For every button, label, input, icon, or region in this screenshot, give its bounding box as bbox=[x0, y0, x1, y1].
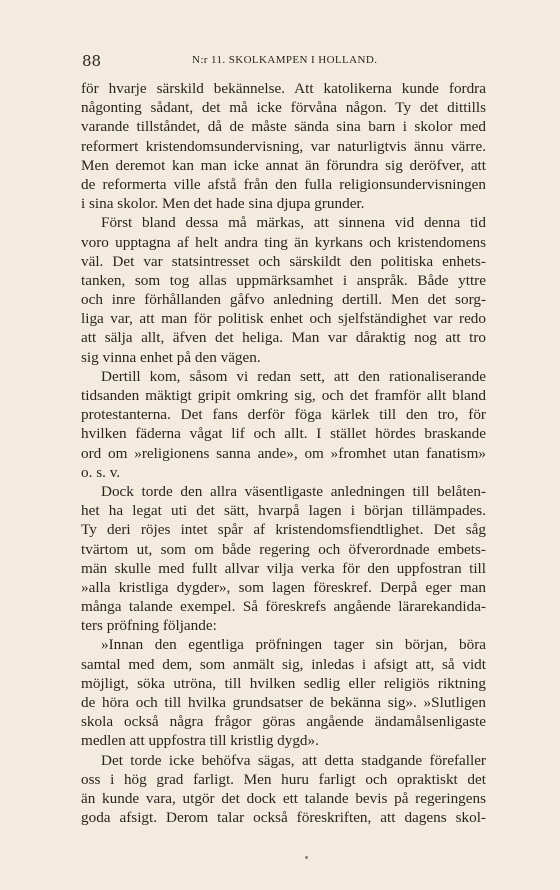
text-line: »Innan den egentliga pröfningen tager sin början, böra bbox=[101, 636, 486, 654]
text-line: Dertill kom, såsom vi redan sett, att den rationaliserande bbox=[101, 367, 486, 385]
text-line: många talande exempel. Så föreskrefs angående lärarekandida- bbox=[81, 598, 486, 616]
page-number: 88 bbox=[82, 52, 102, 70]
text-line: möjligt, söka utröna, till hvilken sedlig eller religiös riktning bbox=[81, 674, 486, 692]
text-line: oss i hög grad farligt. Men huru farligt och opraktiskt det bbox=[81, 770, 486, 788]
text-line: tanken, som tog allas uppmärksamhet i anspråk. Både yttre bbox=[81, 271, 486, 289]
text-line: Dock torde den allra väsentligaste anledningen till belåten- bbox=[101, 482, 486, 500]
text-line: än kunde vara, utgör det dock ett talande bevis på regeringens bbox=[81, 789, 486, 807]
text-line: ord om »religionens sanna ande», om »fromhet utan fanatism» bbox=[81, 444, 486, 462]
text-line: samtal med dem, som anmält sig, inledas i afsigt att, så vidt bbox=[81, 655, 486, 673]
text-line: sig vinna enhet på den vägen. bbox=[81, 348, 261, 366]
text-line: het ha legat uti det sätt, hvarpå lagen i början tillämpades. bbox=[81, 502, 486, 520]
text-line: Först bland dessa må märkas, att sinnena vid denna tid bbox=[101, 214, 486, 232]
text-line: hvilken fäderna vågat lif och allt. I stället hördes braskande bbox=[81, 425, 486, 443]
paper-speck bbox=[305, 856, 308, 859]
text-line: Men deremot kan man icke annat än förundra sig deröfver, att bbox=[81, 156, 486, 174]
text-line: män skulle med fullt allvar vilja verka för den uppfostran till bbox=[81, 559, 486, 577]
text-line: och inre förhållanden gåfvo anledning dertill. Men det sorg- bbox=[81, 291, 486, 309]
running-head: N:r 11. SKOLKAMPEN I HOLLAND. bbox=[192, 54, 378, 66]
text-line: tidsanden mäktigt gripit omkring sig, och det framför allt bland bbox=[81, 387, 486, 404]
text-line: de reformerta ville afstå från den fulla religionsundervisningen bbox=[81, 175, 486, 193]
text-line: varande tillståndet, då de måste sända sina barn i skolor med bbox=[81, 118, 486, 136]
text-line: att sälja allt, äfven det heliga. Man var dåraktig nog att tro bbox=[81, 329, 486, 347]
text-line: i sina skolor. Men det hade sina djupa grunder. bbox=[81, 195, 365, 213]
text-line: o. s. v. bbox=[81, 463, 121, 481]
text-line: voro upptagna af helt andra ting än kyrkans och kristendomens bbox=[81, 233, 486, 251]
text-line: tvärtom ut, som om både regering och öfverordnade embets- bbox=[81, 540, 486, 558]
text-line: protestanterna. Det fans derför föga kärlek till den tro, för bbox=[81, 406, 486, 424]
text-line: medlen att uppfostra till kristlig dygd». bbox=[81, 732, 319, 750]
text-line: Ty deri röjes intet spår af kristendomsfiendtlighet. Det såg bbox=[81, 521, 486, 539]
page-header bbox=[82, 52, 482, 72]
text-line: skola också några frågor göras angående ändamålsenligaste bbox=[81, 713, 486, 731]
text-line: för hvarje särskild bekännelse. Att katolikerna kunde fordra bbox=[81, 80, 486, 97]
text-line: goda afsigt. Derom talar också föreskriften, att dagens skol- bbox=[81, 809, 486, 827]
text-line: liga var, att man för politisk enhet och sjelfständighet var redo bbox=[81, 310, 486, 328]
text-line: »alla kristliga dygder», som lagen föreskref. Derpå eger man bbox=[81, 578, 486, 596]
text-line: väl. Det var statsintresset och särskildt den politiska enhets- bbox=[81, 252, 486, 270]
text-line: ters pröfning följande: bbox=[81, 617, 217, 635]
text-line: Det torde icke behöfva sägas, att detta stadgande förefaller bbox=[101, 751, 486, 769]
text-line: de höra och till hvilka grundsatser de bekänna sig». »Slutligen bbox=[81, 694, 486, 711]
text-line: någonting sådant, det må icke förvåna någon. Ty det dittills bbox=[81, 99, 486, 117]
text-line: reformert kristendomsundervisning, var naturligtvis ännu värre. bbox=[81, 137, 486, 155]
body-text bbox=[81, 79, 486, 827]
